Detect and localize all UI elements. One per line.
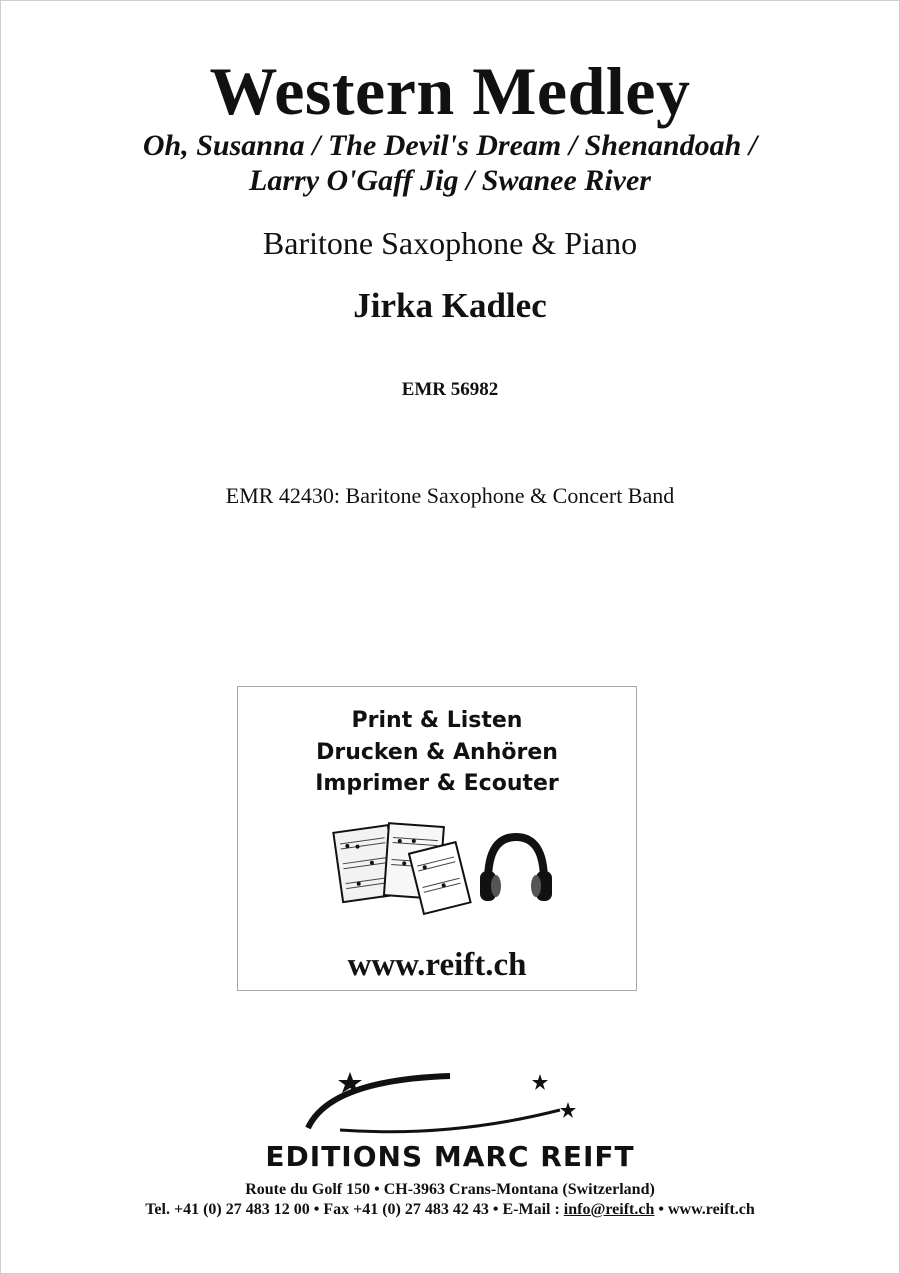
email-link[interactable]: info@reift.ch (563, 1201, 655, 1218)
composer: Jirka Kadlec (353, 286, 547, 325)
page-title: Western Medley (209, 53, 691, 129)
print-listen-box (237, 686, 637, 991)
headphones-icon (480, 837, 552, 901)
promo-line-de: Drucken & Anhören (316, 739, 558, 765)
sheet-music-icon (333, 823, 470, 914)
promo-line-en: Print & Listen (351, 708, 523, 733)
emr-logo (300, 1070, 590, 1140)
contact-phone-fax: Tel. +41 (0) 27 483 12 00 • Fax +41 (0) 27 483 42 43 • E-Mail : (145, 1201, 564, 1218)
contact-website: • www.reift.ch (654, 1201, 755, 1218)
publisher-address: Route du Golf 150 • CH-3963 Crans-Montana (Switzerland) (245, 1181, 655, 1198)
promo-text (238, 705, 636, 800)
promo-line-fr: Imprimer & Ecouter (315, 771, 559, 796)
promo-icons (328, 819, 558, 919)
alternate-edition: EMR 42430: Baritone Saxophone & Concert Band (225, 483, 675, 508)
catalog-number: EMR 56982 (401, 379, 499, 400)
subtitle-line-2: Larry O'Gaff Jig / Swanee River (249, 164, 651, 197)
promo-url-link[interactable]: www.reift.ch (347, 947, 527, 983)
publisher-contact (0, 1200, 900, 1220)
subtitle-line-1: Oh, Susanna / The Devil's Dream / Shenandoah / (142, 129, 758, 162)
subtitle (0, 128, 900, 198)
publisher-name: EDITIONS MARC REIFT (265, 1140, 635, 1173)
instrumentation: Baritone Saxophone & Piano (262, 225, 638, 261)
